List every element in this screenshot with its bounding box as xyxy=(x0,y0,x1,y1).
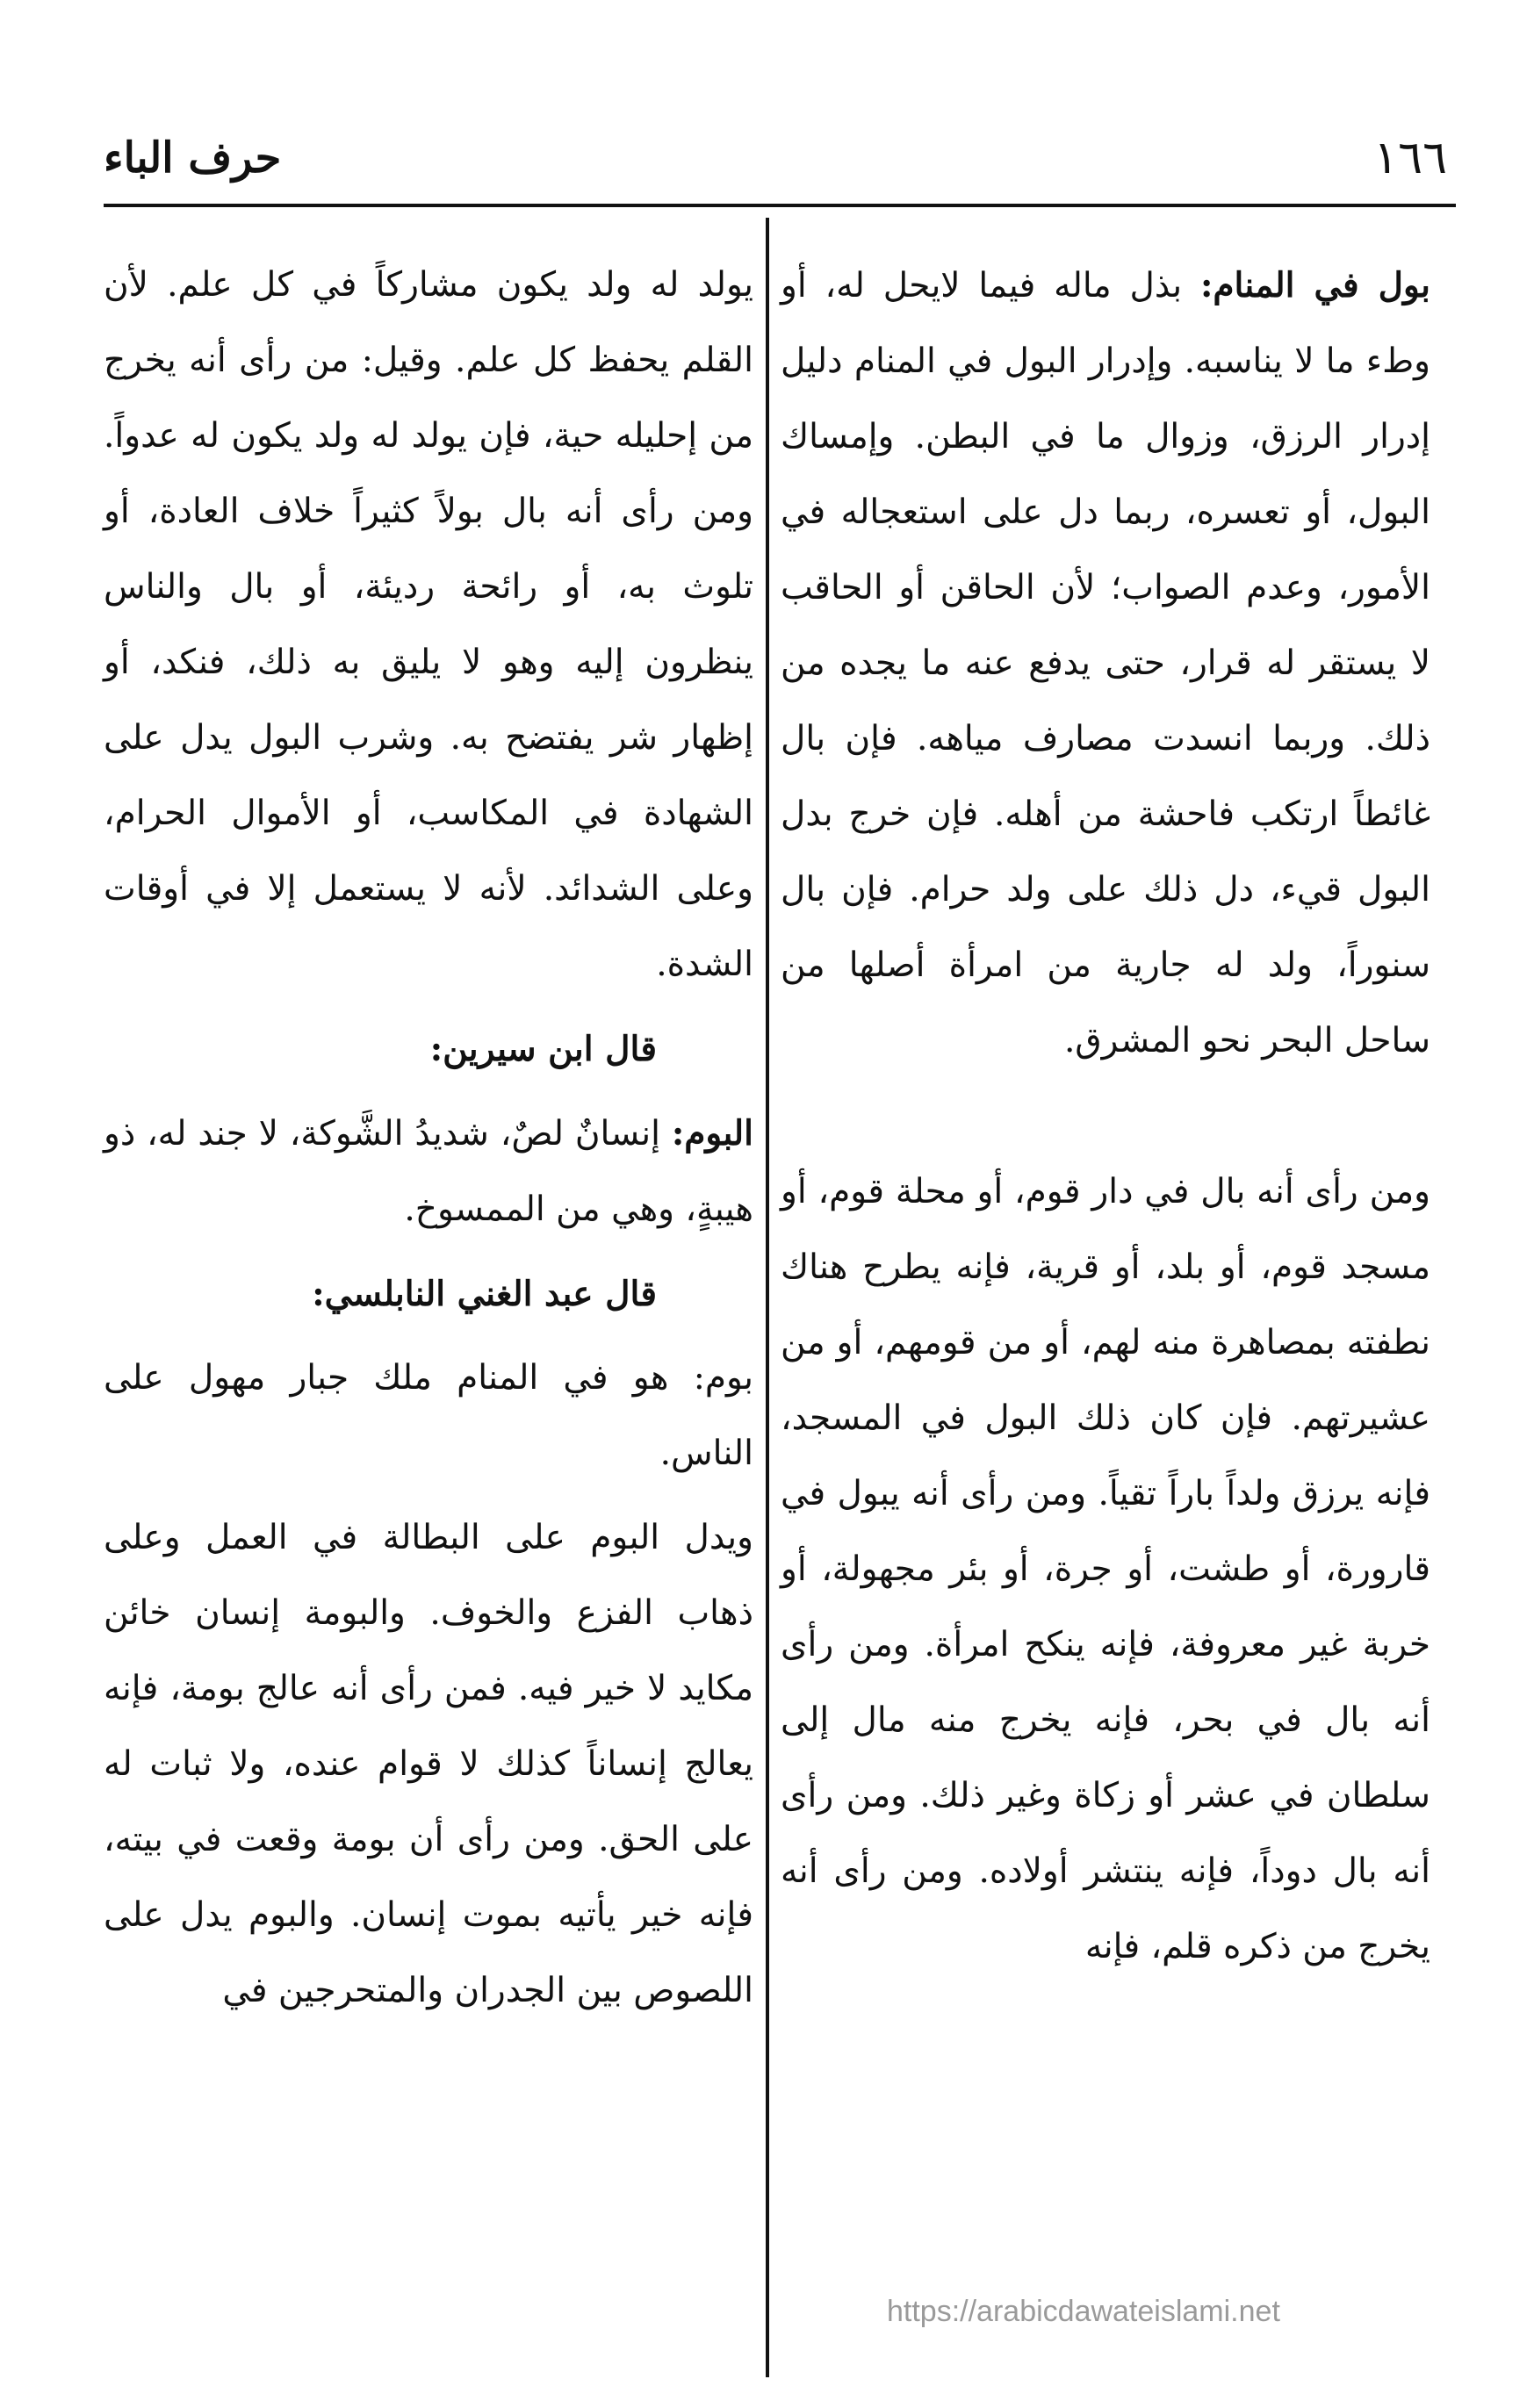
right-column xyxy=(781,248,1430,1985)
running-title: حرف الباء xyxy=(104,133,282,183)
section-heading-nabulsi: قال عبد الغني النابلسي: xyxy=(312,1274,657,1314)
entry-text-bawl: بذل ماله فيما لايحل له، أو وطء ما لا يناسبه. وإدرار البول في المنام دليل إدرار الرزق، وزوال ما في البطن. وإمساك البول، أو تعسره، ربما دل على استعجاله في الأمور، وعدم الصواب؛ لأن الحاقن أو الحاقب لا يستقر له قرار، حتى يدفع عنه ما يجده من ذلك. وربما انسدت مصارف مياهه. فإن بال غائطاً ارتكب فاحشة من أهله. فإن خرج بدل البول قيء، دل ذلك على ولد حرام. فإن بال سنوراً، ولد له جارية من امرأة أصلها من ساحل البحر نحو المشرق. xyxy=(781,266,1430,1060)
entry-term-bawl: بول في المنام: xyxy=(1200,265,1430,305)
entry-term-boom-nabulsi: بوم: xyxy=(693,1358,753,1398)
left-column xyxy=(104,248,753,2029)
paragraph-continuation: يولد له ولد يكون مشاركاً في كل علم. لأن القلم يحفظ كل علم. وقيل: من رأى أنه يخرج من إحليله حية، فإن يولد له ولد يكون له عدواً. ومن رأى أنه بال بولاً كثيراً خلاف العادة، أو تلوث به، أو رائحة رديئة، أو بال والناس ينظرون إليه وهو لا يليق به ذلك، فنكد، أو إظهار شر يفتضح به. وشرب البول يدل على الشهادة في المكاسب، أو الأموال الحرام، وعلى الشدائد. لأنه لا يستعمل إلا في أوقات الشدة. xyxy=(104,265,754,984)
column-divider xyxy=(766,218,769,2377)
entry-text-boom-nabulsi: هو في المنام ملك جبار مهول على الناس. xyxy=(104,1358,753,1473)
header-rule xyxy=(104,204,1456,207)
entry-text-boom: إنسانٌ لصٌ، شديدُ الشَّوكة، لا جند له، ذو هيبةٍ، وهي من الممسوخ. xyxy=(104,1114,753,1229)
paragraph-boom xyxy=(104,1096,753,1247)
section-heading-ibn-sirin: قال ابن سيرين: xyxy=(429,1029,657,1069)
paragraph-boom-nabulsi xyxy=(104,1341,753,1492)
watermark-url: https://arabicdawateislami.net xyxy=(887,2295,1280,2328)
entry-term-boom: البوم: xyxy=(671,1113,753,1154)
page-header xyxy=(104,123,1447,193)
paragraph-bawl-continued: ومن رأى أنه بال في دار قوم، أو محلة قوم، أو مسجد قوم، أو بلد، أو قرية، فإنه يطرح هناك نطفته بمصاهرة منه لهم، أو من قومهم، أو من عشيرتهم. فإن كان ذلك البول في المسجد، فإنه يرزق ولداً باراً تقياً. ومن رأى أنه يبول في قارورة، أو طشت، أو جرة، أو بئر مجهولة، أو خربة غير معروفة، فإنه ينكح امرأة. ومن رأى أنه بال في بحر، فإنه يخرج منه مال إلى سلطان في عشر أو زكاة وغير ذلك. ومن رأى أنه بال دوداً، فإنه ينتشر أولاده. ومن رأى أنه يخرج من ذكره قلم، فإنه xyxy=(781,1172,1430,1966)
page-number: ١٦٦ xyxy=(1373,132,1447,184)
paragraph-boom-meaning: ويدل البوم على البطالة في العمل وعلى ذهاب الفزع والخوف. والبومة إنسان خائن مكايد لا خير فيه. فمن رأى أنه عالج بومة، فإنه يعالج إنساناً كذلك لا قوام عنده، ولا ثبات له على الحق. ومن رأى أن بومة وقعت في بيته، فإنه خير يأتيه بموت إنسان. والبوم يدل على اللصوص بين الجدران والمتحرجين في xyxy=(104,1518,753,2010)
paragraph-bawl xyxy=(781,248,1430,1079)
